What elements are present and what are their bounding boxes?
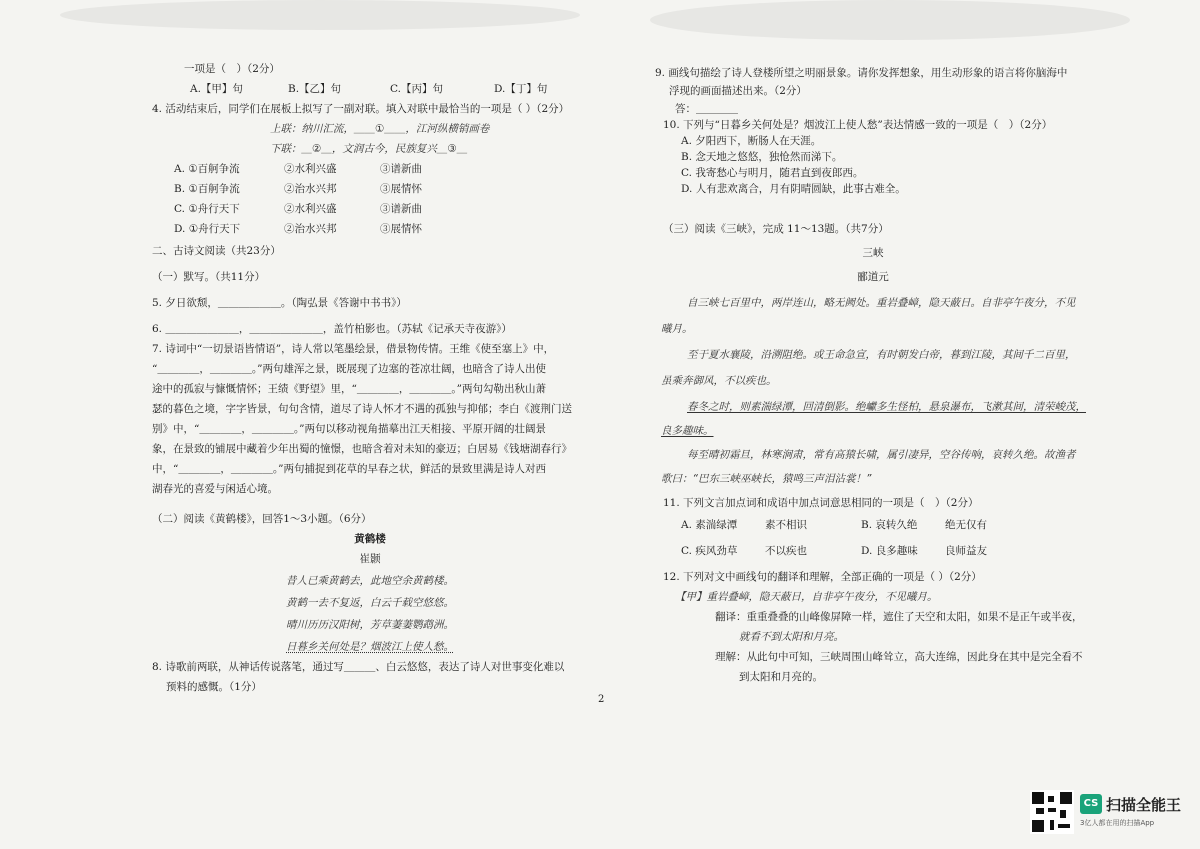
q4-option-d-1: D. ①舟行天下 — [174, 223, 241, 235]
q12-translation: 翻译：重重叠叠的山峰像屏障一样，遮住了天空和太阳，如果不是正午或半夜， — [715, 611, 1083, 623]
poem-author: 崔颢 — [359, 553, 381, 565]
q8-line: 预料的感慨。（1分） — [166, 681, 262, 693]
q3-option-d: D.【丁】句 — [494, 83, 548, 95]
couplet-upper: 上联：纳川汇流，＿＿①＿＿，江河纵横销画卷 — [270, 123, 490, 135]
essay-p1-line: 曦月。 — [661, 323, 693, 335]
q9-answer: 答：＿＿＿＿ — [675, 103, 738, 115]
q11-d: D. 良多趣味 — [861, 545, 918, 557]
essay-p3-line: 春冬之时，则素湍绿潭，回清倒影。绝巘多生怪柏，悬泉瀑布，飞漱其间，清荣峻茂， — [687, 401, 1086, 413]
q7-line: 途中的孤寂与慷慨情怀；王绩《野望》里，“＿＿＿＿，＿＿＿＿。”两句勾勒出秋山萧 — [152, 383, 546, 395]
q7-line: 瑟的暮色之境，字字皆景，句句含情，道尽了诗人怀才不遇的孤独与抑郁；李白《渡荆门送 — [152, 403, 572, 415]
q10-stem: 10. 下列与“日暮乡关何处是？烟波江上使人愁”表达情感一致的一项是（ ）（2分） — [663, 119, 1053, 131]
q7-line: 7. 诗词中“一切景语皆情语”，诗人常以笔墨绘景，借景物传情。王维《使至塞上》中， — [152, 343, 555, 355]
essay-p3-line: 良多趣味。 — [661, 425, 714, 437]
q11-b2: 绝无仅有 — [945, 519, 987, 531]
q12-jia: 【甲】重岩叠嶂，隐天蔽日，自非亭午夜分，不见曦月。 — [675, 591, 938, 603]
q7-line: 象，在景致的铺展中藏着少年出蜀的憧憬，也暗含着对未知的豪迈；白居易《钱塘湖春行》 — [152, 443, 572, 455]
poem-line: 昔人已乘黄鹤去，此地空余黄鹤楼。 — [286, 575, 454, 587]
q6: 6. ＿＿＿＿＿＿＿，＿＿＿＿＿＿＿，盖竹柏影也。（苏轼《记承天寺夜游》） — [152, 323, 512, 335]
poem-line: 晴川历历汉阳树，芳草萋萋鹦鹉洲。 — [286, 619, 454, 631]
q10-option-d: D. 人有悲欢离合，月有阴晴圆缺，此事古难全。 — [681, 183, 906, 195]
q10-option-c: C. 我寄愁心与明月，随君直到夜郎西。 — [681, 167, 864, 179]
q4-option-c-3: ③谱新曲 — [380, 203, 422, 215]
q11-c: C. 疾风劲草 — [681, 545, 738, 557]
q4-option-a-1: A. ①百舸争流 — [174, 163, 240, 175]
q4-option-c-1: C. ①舟行天下 — [174, 203, 240, 215]
q7-line: “＿＿＿＿，＿＿＿＿。”两句雄浑之景，既展现了边塞的苍凉壮阔，也暗含了诗人出使 — [152, 363, 546, 375]
q11-c2: 不以疾也 — [765, 545, 807, 557]
q3-option-a: A.【甲】句 — [190, 83, 243, 95]
brand-name: 扫描全能王 — [1106, 796, 1182, 814]
qr-code-icon — [1030, 790, 1074, 834]
q11-b: B. 哀转久绝 — [861, 519, 918, 531]
q12-stem: 12. 下列对文中画线句的翻译和理解，全部正确的一项是（ ）（2分） — [663, 571, 982, 583]
q12-understanding-cont: 到太阳和月亮的。 — [739, 671, 823, 683]
couplet-lower: 下联：＿②＿，文润古今，民族复兴＿③＿ — [270, 143, 468, 155]
poem-line: 黄鹤一去不复返，白云千载空悠悠。 — [286, 597, 454, 609]
q7-line: 中，“＿＿＿＿，＿＿＿＿。”两句捕捉到花草的早春之状，鲜活的景致里满是诗人对西 — [152, 463, 546, 475]
subsection-1-title: （一）默写。（共11分） — [152, 271, 266, 283]
q4-option-d-2: ②治水兴邦 — [284, 223, 337, 235]
q4-option-b-1: B. ①百舸争流 — [174, 183, 240, 195]
q9-line: 浮现的画面描述出来。（2分） — [669, 85, 807, 97]
scanner-watermark — [1030, 790, 1190, 834]
q7-line: 别》中，“＿＿＿＿，＿＿＿＿。”两句以移动视角描摹出江天相接、平原开阔的壮阔景 — [152, 423, 546, 435]
subsection-3-title: （三）阅读《三峡》，完成 11～13题。（共7分） — [663, 223, 889, 235]
q8-line: 8. 诗歌前两联，从神话传说落笔，通过写＿＿＿、白云悠悠，表达了诗人对世事变化难以 — [152, 661, 565, 673]
q12-understanding: 理解：从此句中可知，三峡周围山峰耸立，高大连绵，因此身在其中是完全看不 — [715, 651, 1083, 663]
q11-a: A. 素湍绿潭 — [681, 519, 738, 531]
essay-p1-line: 自三峡七百里中，两岸连山，略无阙处。重岩叠嶂，隐天蔽日。自非亭午夜分，不见 — [687, 297, 1076, 309]
poem-line-underlined: 日暮乡关何处是？烟波江上使人愁。 — [286, 641, 454, 653]
essay-p4-line: 歌曰：“巴东三峡巫峡长，猿鸣三声泪沾裳！” — [661, 473, 872, 485]
q7-line: 湖春光的喜爱与闲适心境。 — [152, 483, 278, 495]
essay-p2-line: 至于夏水襄陵，沿溯阻绝。或王命急宣，有时朝发白帝，暮到江陵，其间千二百里， — [687, 349, 1076, 361]
q3-option-b: B.【乙】句 — [288, 83, 342, 95]
q4-option-b-3: ③展情怀 — [380, 183, 422, 195]
q4-option-d-3: ③展情怀 — [380, 223, 422, 235]
q11-d2: 良师益友 — [945, 545, 987, 557]
essay-p4-line: 每至晴初霜旦，林寒涧肃，常有高猿长啸，属引凄异，空谷传响，哀转久绝。故渔者 — [687, 449, 1076, 461]
q5: 5. 夕日欲颓，＿＿＿＿＿＿。（陶弘景《答谢中书书》） — [152, 297, 407, 309]
brand-tagline: 3亿人都在用的扫描App — [1080, 819, 1155, 827]
q4-option-c-2: ②水利兴盛 — [284, 203, 337, 215]
essay-author: 郦道元 — [857, 271, 889, 283]
q3-option-c: C.【丙】句 — [390, 83, 443, 95]
q12-translation-cont: 就看不到太阳和月亮。 — [739, 631, 844, 643]
q4-stem: 4. 活动结束后，同学们在展板上拟写了一副对联。填入对联中最恰当的一项是（ ）（2分） — [152, 103, 570, 115]
poem-title: 黄鹤楼 — [354, 533, 386, 545]
essay-p2-line: 虽乘奔御风，不以疾也。 — [661, 375, 777, 387]
page-number: 2 — [598, 694, 605, 705]
q3-tail: 一项是（ ）（2分） — [184, 63, 280, 75]
section-2-title: 二、古诗文阅读（共23分） — [152, 245, 281, 257]
q4-option-a-3: ③谱新曲 — [380, 163, 422, 175]
q10-option-a: A. 夕阳西下，断肠人在天涯。 — [681, 135, 822, 147]
q4-option-b-2: ②治水兴邦 — [284, 183, 337, 195]
essay-title: 三峡 — [862, 247, 884, 259]
q11-stem: 11. 下列文言加点词和成语中加点词意思相同的一项是（ ）（2分） — [663, 497, 979, 509]
q10-option-b: B. 念天地之悠悠，独怆然而涕下。 — [681, 151, 843, 163]
camscanner-logo-icon: CS — [1080, 794, 1102, 814]
q9-line: 9. 画线句描绘了诗人登楼所望之明丽景象。请你发挥想象，用生动形象的语言将你脑海中 — [655, 67, 1068, 79]
q4-option-a-2: ②水利兴盛 — [284, 163, 337, 175]
subsection-2-title: （二）阅读《黄鹤楼》，回答1～3小题。（6分） — [152, 513, 372, 525]
q11-a2: 素不相识 — [765, 519, 807, 531]
scan-smudge — [60, 0, 580, 30]
scan-smudge — [650, 0, 1130, 40]
